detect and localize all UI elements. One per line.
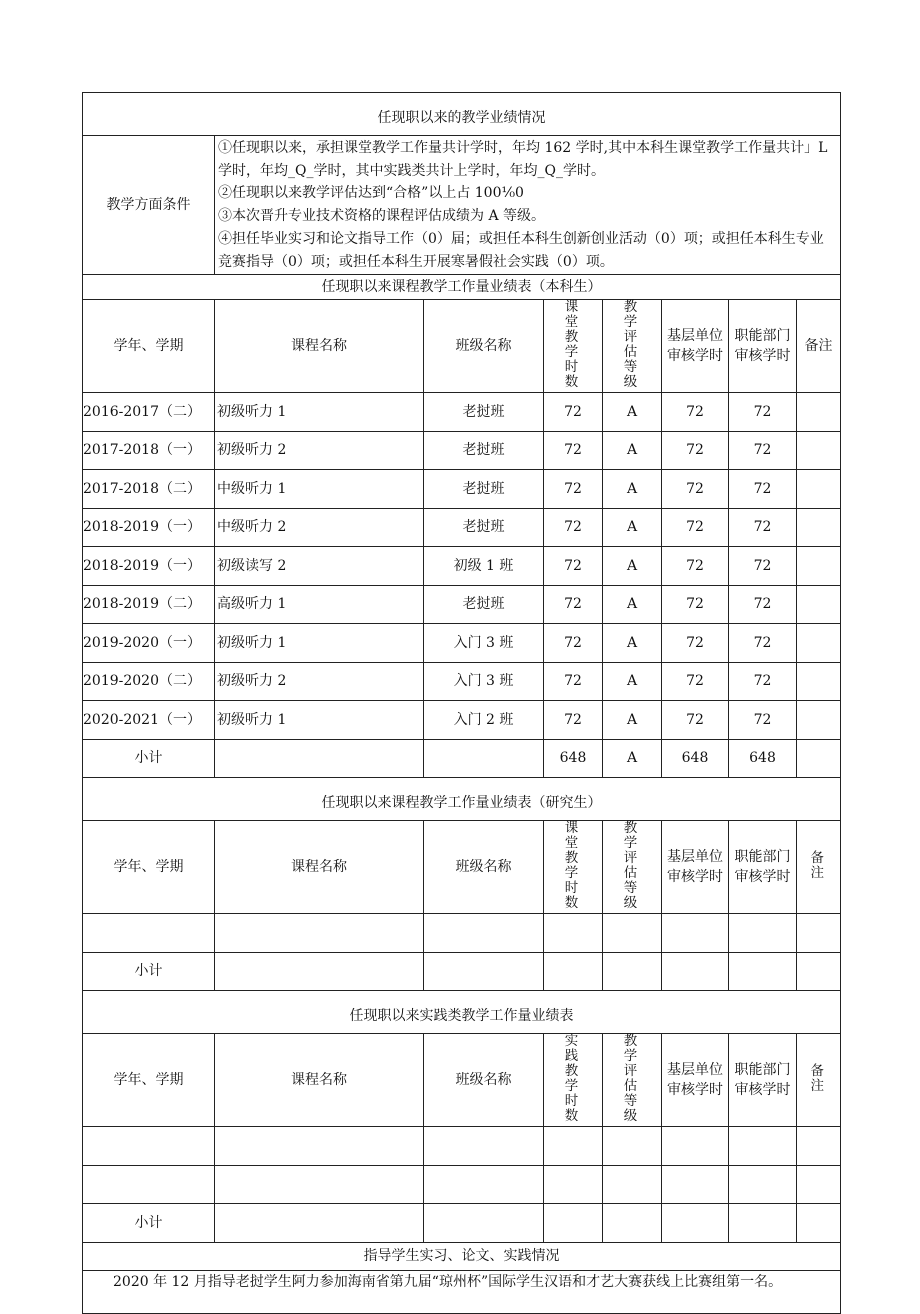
table-row xyxy=(83,701,841,740)
table-row xyxy=(83,393,841,432)
column-header-label: 基层单位审核学时 xyxy=(667,1062,723,1099)
table-cell xyxy=(797,1165,841,1204)
column-header xyxy=(424,821,544,914)
table-cell: A xyxy=(603,701,662,740)
table-cell: A xyxy=(603,662,662,701)
table-cell: 72 xyxy=(729,470,797,509)
table-cell xyxy=(215,1204,424,1243)
column-header xyxy=(215,300,424,393)
empty-row xyxy=(83,1165,841,1204)
table-cell: 初级读写 2 xyxy=(215,547,424,586)
table-cell xyxy=(662,1127,729,1166)
table-cell: 72 xyxy=(729,624,797,663)
table-cell: 72 xyxy=(544,585,603,624)
column-header-label: 课程名称 xyxy=(291,859,347,876)
table-cell xyxy=(729,914,797,953)
table-cell: 入门 3 班 xyxy=(424,662,544,701)
column-header-label: 班级名称 xyxy=(455,1072,512,1089)
table-cell: 初级听力 1 xyxy=(215,393,424,432)
table-cell xyxy=(662,914,729,953)
table-cell: A xyxy=(603,547,662,586)
table-cell: 2019-2020（二） xyxy=(83,662,215,701)
column-header xyxy=(215,1034,424,1127)
column-header-label: 课堂教学时数 xyxy=(564,299,582,391)
table-cell xyxy=(797,547,841,586)
condition-line: ④担任毕业实习和论文指导工作（0）届；或担任本科生创新创业活动（0）项；或担任本科生专业竞赛指导（0）项；或担任本科生开展寒暑假社会实践（0）项。 xyxy=(218,230,824,270)
table-cell: 72 xyxy=(662,547,729,586)
table-cell xyxy=(797,1127,841,1166)
table-cell: 72 xyxy=(544,624,603,663)
table-cell: 72 xyxy=(729,547,797,586)
conditions-label: 教学方面条件 xyxy=(83,136,215,275)
table-cell: 2017-2018（二） xyxy=(83,470,215,509)
page-title: 任现职以来的教学业绩情况 xyxy=(83,93,841,136)
table-cell: 老挝班 xyxy=(424,508,544,547)
section-title-practice: 任现职以来实践类教学工作量业绩表 xyxy=(83,991,841,1034)
subtotal-row xyxy=(83,1204,841,1243)
empty-row xyxy=(83,914,841,953)
table-cell: 中级听力 2 xyxy=(215,508,424,547)
column-header-label: 职能部门审核学时 xyxy=(734,1062,791,1099)
column-header-label: 课程名称 xyxy=(291,338,347,355)
column-header-label: 学年、学期 xyxy=(113,1072,184,1089)
undergrad-section xyxy=(83,300,841,778)
column-header-label: 班级名称 xyxy=(455,338,512,355)
table-cell: 初级听力 2 xyxy=(215,662,424,701)
section-title-undergrad: 任现职以来课程教学工作量业绩表（本科生） xyxy=(83,275,841,300)
column-header xyxy=(424,1034,544,1127)
table-cell xyxy=(797,624,841,663)
table-cell: 72 xyxy=(544,393,603,432)
table-cell xyxy=(215,914,424,953)
column-header xyxy=(797,1034,841,1127)
column-header xyxy=(662,300,729,393)
column-header-label: 学年、学期 xyxy=(113,859,184,876)
table-cell: 2020-2021（一） xyxy=(83,701,215,740)
table-cell xyxy=(797,739,841,778)
column-header-label: 备注 xyxy=(804,338,833,355)
column-header-label: 备注 xyxy=(810,850,827,882)
table-cell: 老挝班 xyxy=(424,431,544,470)
table-cell xyxy=(544,1127,603,1166)
table-cell xyxy=(729,1204,797,1243)
column-header-label: 教学评估等级 xyxy=(623,820,641,912)
table-cell: 初级听力 1 xyxy=(215,624,424,663)
teaching-performance-table xyxy=(82,92,841,1314)
column-header xyxy=(544,1034,603,1127)
table-cell: 入门 3 班 xyxy=(424,624,544,663)
table-cell: A xyxy=(603,739,662,778)
table-cell xyxy=(603,1127,662,1166)
table-cell: 高级听力 1 xyxy=(215,585,424,624)
table-cell: 72 xyxy=(544,662,603,701)
table-cell: A xyxy=(603,431,662,470)
table-cell: A xyxy=(603,508,662,547)
graduate-section xyxy=(83,821,841,991)
table-cell xyxy=(797,952,841,991)
table-cell: 老挝班 xyxy=(424,585,544,624)
table-cell: 老挝班 xyxy=(424,470,544,509)
table-cell: 中级听力 1 xyxy=(215,470,424,509)
table-cell: 648 xyxy=(729,739,797,778)
table-cell: 72 xyxy=(662,662,729,701)
table-row xyxy=(83,624,841,663)
table-cell: 72 xyxy=(662,470,729,509)
table-cell: 72 xyxy=(729,508,797,547)
table-cell: 72 xyxy=(544,470,603,509)
column-header-label: 基层单位审核学时 xyxy=(667,328,723,365)
table-cell xyxy=(215,1165,424,1204)
table-cell: 72 xyxy=(662,585,729,624)
column-header xyxy=(603,300,662,393)
table-cell xyxy=(603,952,662,991)
table-cell xyxy=(603,1165,662,1204)
table-cell xyxy=(83,914,215,953)
table-cell xyxy=(797,508,841,547)
column-header xyxy=(603,821,662,914)
section-title-guidance: 指导学生实习、论文、实践情况 xyxy=(83,1242,841,1270)
subtotal-row xyxy=(83,952,841,991)
table-cell: 72 xyxy=(662,393,729,432)
table-cell xyxy=(544,1165,603,1204)
table-cell: 72 xyxy=(729,393,797,432)
table-cell: 小计 xyxy=(83,952,215,991)
subtotal-row xyxy=(83,739,841,778)
table-cell: 初级 1 班 xyxy=(424,547,544,586)
section-title-graduate: 任现职以来课程教学工作量业绩表（研究生） xyxy=(83,778,841,821)
table-cell xyxy=(729,952,797,991)
table-cell: 2019-2020（一） xyxy=(83,624,215,663)
table-cell xyxy=(424,739,544,778)
table-cell xyxy=(215,952,424,991)
table-cell xyxy=(603,914,662,953)
table-cell xyxy=(424,1204,544,1243)
column-header xyxy=(424,300,544,393)
table-cell xyxy=(797,585,841,624)
column-header xyxy=(662,821,729,914)
table-cell: 72 xyxy=(729,585,797,624)
column-header-label: 基层单位审核学时 xyxy=(667,849,723,886)
table-cell xyxy=(797,393,841,432)
table-cell: 72 xyxy=(729,662,797,701)
header-row xyxy=(83,300,841,393)
table-cell: 72 xyxy=(662,508,729,547)
table-cell: 72 xyxy=(729,701,797,740)
column-header-label: 教学评估等级 xyxy=(623,299,641,391)
column-header xyxy=(662,1034,729,1127)
table-row xyxy=(83,508,841,547)
column-header xyxy=(797,300,841,393)
table-cell: 72 xyxy=(544,508,603,547)
column-header-label: 教学评估等级 xyxy=(623,1033,641,1125)
table-cell: 初级听力 1 xyxy=(215,701,424,740)
table-cell: A xyxy=(603,585,662,624)
table-cell xyxy=(544,952,603,991)
table-cell xyxy=(797,470,841,509)
conditions-text xyxy=(215,136,841,275)
column-header xyxy=(603,1034,662,1127)
column-header xyxy=(83,300,215,393)
table-cell: 648 xyxy=(662,739,729,778)
table-cell: 小计 xyxy=(83,1204,215,1243)
table-cell xyxy=(797,662,841,701)
table-cell: 72 xyxy=(544,431,603,470)
condition-line: ③本次晋升专业技术资格的课程评估成绩为 A 等级。 xyxy=(218,208,546,225)
table-cell: 2016-2017（二） xyxy=(83,393,215,432)
column-header xyxy=(729,300,797,393)
header-row xyxy=(83,1034,841,1127)
table-cell xyxy=(83,1165,215,1204)
guidance-text-content: 2020 年 12 月指导老挝学生阿力参加海南省第九届“琼州杯”国际学生汉语和才艺大赛获线上比赛组第一名。 xyxy=(113,1273,783,1290)
table-cell xyxy=(544,1204,603,1243)
table-row xyxy=(83,585,841,624)
column-header xyxy=(544,821,603,914)
condition-line: ②任现职以来教学评估达到“合格”以上占 100⅟₀0 xyxy=(218,185,524,202)
column-header-label: 备注 xyxy=(810,1063,827,1095)
table-row xyxy=(83,470,841,509)
table-cell: 72 xyxy=(544,701,603,740)
table-cell: 入门 2 班 xyxy=(424,701,544,740)
table-cell: 初级听力 2 xyxy=(215,431,424,470)
column-header-label: 课堂教学时数 xyxy=(564,820,582,912)
table-cell: 2018-2019（一） xyxy=(83,508,215,547)
table-cell: 648 xyxy=(544,739,603,778)
table-cell: A xyxy=(603,470,662,509)
table-cell xyxy=(662,1204,729,1243)
table-cell xyxy=(215,1127,424,1166)
empty-row xyxy=(83,1127,841,1166)
column-header xyxy=(729,1034,797,1127)
column-header xyxy=(729,821,797,914)
column-header xyxy=(215,821,424,914)
column-header xyxy=(797,821,841,914)
table-cell xyxy=(424,1165,544,1204)
table-cell: A xyxy=(603,624,662,663)
condition-line: ①任现职以来，承担课堂教学工作量共计学时，年均 162 学时,其中本科生课堂教学工作量共计」L学时，年均_Q_学时，其中实践类共计上学时，年均_Q_学时。 xyxy=(218,140,828,179)
header-row xyxy=(83,821,841,914)
table-cell xyxy=(797,914,841,953)
table-cell: 小计 xyxy=(83,739,215,778)
table-cell xyxy=(215,739,424,778)
table-cell xyxy=(797,701,841,740)
table-row xyxy=(83,431,841,470)
column-header-label: 学年、学期 xyxy=(113,338,184,355)
table-cell: A xyxy=(603,393,662,432)
table-cell xyxy=(544,914,603,953)
practice-section xyxy=(83,1034,841,1243)
table-cell: 72 xyxy=(729,431,797,470)
column-header-label: 班级名称 xyxy=(455,859,512,876)
table-cell xyxy=(662,1165,729,1204)
column-header-label: 职能部门审核学时 xyxy=(734,328,791,365)
table-cell: 72 xyxy=(544,547,603,586)
column-header xyxy=(83,821,215,914)
table-cell: 72 xyxy=(662,431,729,470)
table-cell xyxy=(797,1204,841,1243)
guidance-text xyxy=(83,1270,841,1313)
table-row xyxy=(83,547,841,586)
table-cell: 2018-2019（二） xyxy=(83,585,215,624)
table-row xyxy=(83,662,841,701)
table-cell xyxy=(729,1165,797,1204)
table-cell: 2017-2018（一） xyxy=(83,431,215,470)
table-cell xyxy=(797,431,841,470)
table-cell xyxy=(424,914,544,953)
column-header xyxy=(83,1034,215,1127)
table-cell: 72 xyxy=(662,701,729,740)
column-header-label: 实践教学时数 xyxy=(564,1033,582,1125)
table-cell xyxy=(83,1127,215,1166)
table-cell: 72 xyxy=(662,624,729,663)
column-header-label: 课程名称 xyxy=(291,1072,347,1089)
table-cell xyxy=(424,952,544,991)
column-header xyxy=(544,300,603,393)
table-cell xyxy=(662,952,729,991)
table-cell xyxy=(603,1204,662,1243)
table-cell xyxy=(424,1127,544,1166)
table-cell: 2018-2019（一） xyxy=(83,547,215,586)
table-cell: 老挝班 xyxy=(424,393,544,432)
table-cell xyxy=(729,1127,797,1166)
column-header-label: 职能部门审核学时 xyxy=(734,849,791,886)
